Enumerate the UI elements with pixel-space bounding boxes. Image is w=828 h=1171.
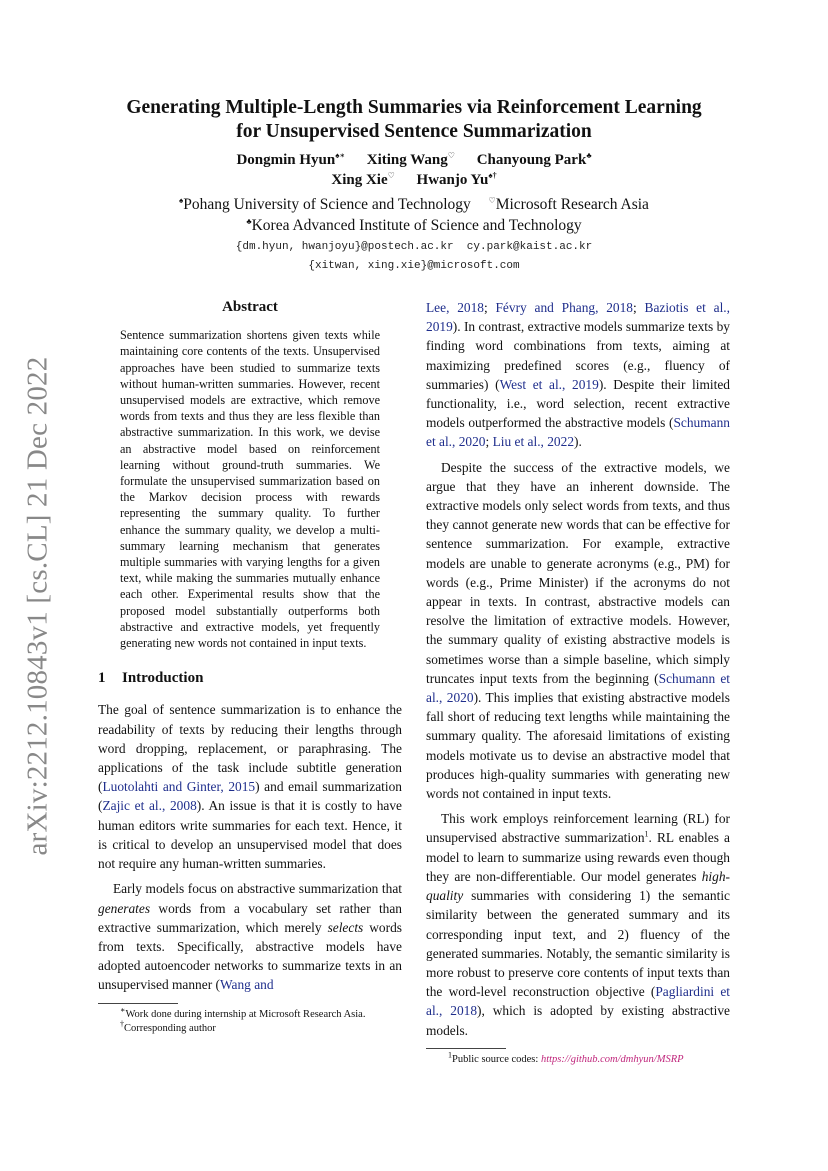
text-run: ; <box>633 300 645 315</box>
footnote <box>426 1050 730 1067</box>
citation-link[interactable]: Baziotis et al., 2019 <box>426 300 730 335</box>
author-mark: ♠† <box>488 171 497 180</box>
affiliation-line-1 <box>80 194 748 215</box>
author-mark: ♡ <box>447 151 455 160</box>
citation-link[interactable]: Lee, 2018 <box>426 300 484 315</box>
author-name: Dongmin Hyun <box>236 152 336 168</box>
affiliation-name: Korea Advanced Institute of Science and Technology <box>251 217 582 234</box>
footnote <box>98 1019 402 1036</box>
abstract-heading: Abstract <box>222 299 278 315</box>
affiliation-name: Microsoft Research Asia <box>495 196 649 213</box>
author-line-1 <box>80 150 748 170</box>
citation-link[interactable]: Schumann et al., 2020 <box>426 415 730 450</box>
text-run: ). <box>574 434 582 450</box>
footnote-text: Public source codes: <box>452 1053 541 1065</box>
footnote-text: Work done during internship at Microsoft Research Asia. <box>125 1008 366 1020</box>
text-run: words from a vocabulary set rather than extractive summarization, which merely <box>98 900 402 935</box>
affiliations <box>80 194 748 236</box>
footnote-rule <box>426 1048 506 1049</box>
footnote-mark: 1 <box>448 1050 452 1060</box>
paragraph <box>98 700 402 873</box>
affiliation-line-2 <box>80 215 748 236</box>
emphasis: high-quality <box>426 868 730 904</box>
affiliation-mark: ♡ <box>488 195 496 205</box>
right-column <box>426 298 730 1067</box>
affiliation-mark: ♠ <box>179 195 184 205</box>
section-number: 1 <box>98 670 106 687</box>
abstract-text: Sentence summarization shortens given texts while maintaining core contents of the texts. Unsupervised approaches have been studied to summarize texts without human-written summaries. However, recent unsupervised models are extractive, which remove words from texts and thus they are less flexible than abstractive summarization. In this work, we devise an abstractive model based on reinforcement learning without ground-truth summaries. We formulate the unsupervised summarization based on the Markov decision process with rewards representing the summary quality. To further enhance the summary quality, we develop a multi-summary learning mechanism that generates multiple summaries with varying lengths for a given text, while making the summaries mutually enhance each other. Experimental results show that the proposed model substantially outperforms both abstractive and extractive models, yet frequently generating new words not contained in input texts. <box>120 328 380 651</box>
footnote-rule <box>98 1003 178 1004</box>
author-name: Xiting Wang <box>366 152 448 168</box>
footnote-mark: ∗ <box>120 1005 126 1015</box>
citation-link[interactable]: Zajic et al., 2008 <box>102 798 197 814</box>
affiliation-name: Pohang University of Science and Technology <box>183 196 471 213</box>
author-mark: ♡ <box>387 171 395 180</box>
footnote <box>98 1005 402 1022</box>
text-run: words from texts. Specifically, abstractive models have adopted autoencoder networks to summarize texts in an unsupervised manner ( <box>98 919 402 993</box>
paragraph <box>98 879 402 994</box>
author-mark: ♠∗ <box>335 151 346 160</box>
citation-link[interactable]: Schumann et al., 2020 <box>426 670 730 706</box>
author-line-2 <box>80 170 748 190</box>
text-run: ) and email summarization ( <box>98 779 402 814</box>
arxiv-stamp <box>18 356 58 856</box>
text-run: ). Despite their limited functionality, i.e., word selection, recent extractive models outperformed the abstractive models ( <box>426 376 730 431</box>
citation-link[interactable]: Févry and Phang, 2018 <box>495 300 634 315</box>
author-emails <box>80 238 748 276</box>
email-line: {dm.hyun, hwanjoyu}@postech.ac.kr cy.park@kaist.ac.kr <box>235 241 593 253</box>
text-run: . RL enables a model to learn to summarize using rewards even though they are non-differentiable. Our model generates <box>426 830 730 884</box>
citation-link[interactable]: Luotolahti and Ginter, 2015 <box>102 779 256 795</box>
email-line: {xitwan, xing.xie}@microsoft.com <box>308 260 520 272</box>
title-line-2: for Unsupervised Sentence Summarization <box>236 121 592 142</box>
text-run: The goal of sentence summarization is to enhance the readability of texts by reducing their lengths through word dropping, replacement, or paraphrasing. The applications of the task include subtitle generation ( <box>98 702 402 795</box>
title-line-1: Generating Multiple-Length Summaries via Reinforcement Learning <box>126 97 702 118</box>
author-name: Xing Xie <box>331 172 388 188</box>
citation-link[interactable]: West et al., 2019 <box>499 376 599 392</box>
author-list <box>80 150 748 190</box>
paper-title <box>80 96 748 144</box>
text-run: Early models focus on abstractive summarization that <box>113 881 402 897</box>
author-name: Hwanjo Yu <box>416 172 489 188</box>
text-run: Despite the success of the extractive models, we argue that they have an inherent downside. The extractive models only select words from texts, and thus they cannot generate new words that can be effective for sentence summarization. For example, extractive models are unable to generate acronyms (e.g., PM) for words (e.g., Prime Minister) if the acronyms do not appear in texts. In contrast, abstractive models can resolve the limitation of extractive models. However, the summary quality of existing abstractive models is sometimes worse than a simple baseline, which simply truncates input texts from the beginning ( <box>426 459 730 686</box>
text-run: summaries with considering 1) the semantic similarity between the generated summary and its corresponding input text, and 2) fluency of the generated summaries. Notably, the semantic similarity is more robust to preserve core contents of input texts than the word-level reconstruction objective ( <box>426 888 730 1000</box>
text-run: ). An issue is that it is costly to have human editors write summaries for each text. Hence, it is critical to develop an unsupervised model that does not require any human-written summaries. <box>98 798 402 872</box>
affiliation-mark: ♣ <box>246 216 252 226</box>
left-column <box>98 298 402 1036</box>
paragraph <box>426 298 730 452</box>
paragraph <box>426 809 730 1039</box>
text-run: ; <box>483 300 496 315</box>
text-run: ; <box>485 434 493 450</box>
footnote-mark: † <box>120 1019 124 1029</box>
text-run: This work employs reinforcement learning (RL) for unsupervised abstractive summarization <box>426 811 730 846</box>
footnote-text: Corresponding author <box>124 1022 216 1034</box>
author-name: Chanyoung Park <box>476 152 587 168</box>
author-mark: ♣ <box>586 151 592 160</box>
text-run: ), which is adopted by existing abstractive models. <box>426 1003 730 1038</box>
paragraph <box>426 458 730 804</box>
emphasis: selects <box>327 919 364 935</box>
citation-link[interactable]: Pagliardini et al., 2018 <box>426 984 730 1019</box>
emphasis: generates <box>98 900 151 916</box>
source-code-link[interactable]: https://github.com/dmhyun/MSRP <box>540 1053 684 1065</box>
citation-link[interactable]: Liu et al., 2022 <box>492 434 575 450</box>
text-run: ). This implies that existing abstractive models fall short of reducing text lengths while maintaining the summary quality. The aforesaid limitations of existing models motivate us to devise an abstractive model that produces high-quality summaries with generating new words not contained in input texts. <box>426 690 730 802</box>
text-run: ). In contrast, extractive models summarize texts by finding word combinations from texts, aiming at maximizing predefined scores (e.g., fluency of summaries) ( <box>426 319 730 392</box>
section-title: Introduction <box>122 670 204 687</box>
citation-link[interactable]: Wang and <box>219 977 274 993</box>
section-heading <box>98 669 402 688</box>
arxiv-stamp-text: arXiv:2212.10843v1 [cs.CL] 21 Dec 2022 <box>21 356 54 856</box>
footnote-ref[interactable]: 1 <box>644 830 649 840</box>
